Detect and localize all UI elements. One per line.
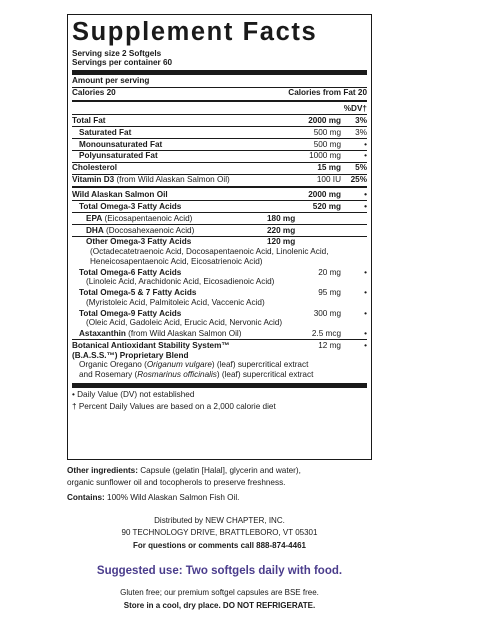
row-omega9: Total Omega-9 Fatty Acids 300 mg • (Oleic Acid, Gadoleic Acid, Erucic Acid, Nervonic Acid) (79, 308, 367, 328)
row-saturated-fat: Saturated Fat 500 mg 3% (72, 127, 367, 139)
footnote-dv: • Daily Value (DV) not established (72, 390, 195, 400)
distributor-info: Distributed by NEW CHAPTER, INC. 90 TECHNOLOGY DRIVE, BRATTLEBORO, VT 05301 For questions or comments call 888-874-4461 (121, 516, 318, 550)
supplement-facts-panel (67, 14, 372, 460)
row-omega3: Total Omega-3 Fatty Acids 520 mg • (72, 201, 367, 213)
row-total-fat: Total Fat 2000 mg 3% (72, 115, 367, 127)
row-other-omega3: Other Omega-3 Fatty Acids 120 mg (Octadecatetraenoic Acid, Docosapentaenoic Acid, Linolenic Acid, Heneicosapentaenoic Acid, Eicosatrienoic Acid) (86, 237, 329, 266)
calories-row: Calories 20 Calories from Fat 20 (72, 88, 367, 98)
row-mono-fat: Monounsaturated Fat 500 mg • (72, 139, 367, 151)
row-astaxanthin: Astaxanthin (from Wild Alaskan Salmon Oil) 2.5 mcg • (72, 329, 367, 341)
suggested-use: Suggested use: Two softgels daily with food. (96, 565, 343, 577)
row-salmon-oil: Wild Alaskan Salmon Oil 2000 mg • (72, 189, 367, 201)
storage-info: Gluten free; our premium softgel capsules are BSE free. Store in a cool, dry place. DO NOT REFRIGERATE. (120, 588, 319, 610)
serving-size: Serving size 2 Softgels (72, 48, 162, 58)
row-poly-fat: Polyunsaturated Fat 1000 mg • (72, 151, 367, 163)
footnote-percent: † Percent Daily Values are based on a 2,000 calorie diet (72, 402, 276, 412)
row-omega57: Total Omega-5 & 7 Fatty Acids 95 mg • (Myristoleic Acid, Palmitoleic Acid, Vaccenic Acid) (79, 288, 367, 307)
row-vitamin-d3: Vitamin D3 (from Wild Alaskan Salmon Oil) 100 IU 25% (72, 175, 367, 185)
row-dha: DHA (Docosahexaenoic Acid) 220 mg (72, 225, 367, 237)
dv-header: %DV† (343, 103, 367, 113)
amount-per-serving: Amount per serving (72, 76, 150, 86)
divider (72, 186, 367, 188)
row-bass: Botanical Antioxidant Stability System™ 12 mg • (B.A.S.S.™) Proprietary Blend Organic Oregano (Origanum vulgare) (leaf) supercritical extract and Rosemary (Rosmarinus officinalis) (leaf) supercritical extract (72, 341, 367, 380)
row-epa: EPA (Eicosapentaenoic Acid) 180 mg (72, 213, 367, 225)
other-ingredients: Other ingredients: Capsule (gelatin [Halal], glycerin and water), organic sunflower oil and tocopherols to preserve freshness. Contains: 100% Wild Alaskan Salmon Fish Oil. (67, 466, 301, 502)
divider (72, 100, 367, 102)
servings-per-container: Servings per container 60 (72, 58, 173, 68)
row-omega6: Total Omega-6 Fatty Acids 20 mg • (Linoleic Acid, Arachidonic Acid, Eicosadienoic Acid) (79, 267, 367, 287)
divider (72, 383, 367, 388)
thick-divider (72, 70, 367, 75)
row-cholesterol: Cholesterol 15 mg 5% (72, 163, 367, 175)
panel-title: Supplement Facts (72, 18, 318, 46)
